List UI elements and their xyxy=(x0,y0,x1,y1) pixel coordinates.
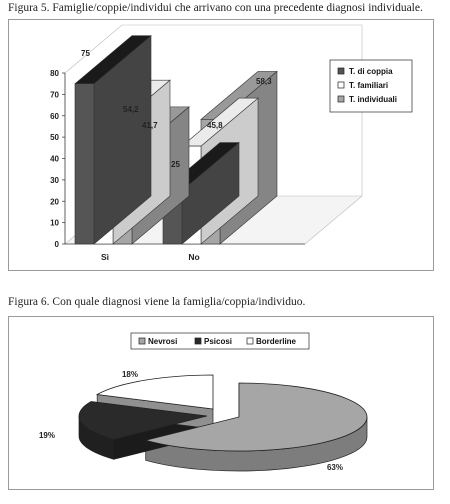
data-label: 25 xyxy=(171,160,180,169)
pie-value-label: 63% xyxy=(326,463,344,472)
data-label: 41,7 xyxy=(142,121,158,130)
legend-swatch xyxy=(338,82,344,88)
pie-value-label: 18% xyxy=(121,370,139,379)
data-label: 54,2 xyxy=(123,105,139,114)
figure-5-chart-frame xyxy=(8,19,434,271)
y-tick-label: 0 xyxy=(54,240,59,249)
y-tick-label: 30 xyxy=(50,175,59,185)
legend xyxy=(131,333,309,349)
legend-swatch xyxy=(195,338,201,344)
legend-label: T. di coppia xyxy=(349,67,393,76)
pie-value-label: 19% xyxy=(38,431,56,440)
legend-label: Nevrosi xyxy=(148,337,178,346)
y-tick-label: 50 xyxy=(50,133,59,143)
y-tick-label: 10 xyxy=(50,218,59,228)
legend-swatch xyxy=(247,338,253,344)
legend-label: Psicosi xyxy=(204,337,233,346)
y-tick-label: 20 xyxy=(50,197,59,207)
y-tick-label: 60 xyxy=(50,111,59,121)
bar-front xyxy=(75,84,94,244)
legend-swatch xyxy=(139,338,145,344)
legend-swatch xyxy=(338,68,344,74)
data-label: 58,3 xyxy=(256,77,272,86)
pie-chart xyxy=(9,317,433,489)
data-label: 45,8 xyxy=(207,121,223,130)
figure-6-caption: Figura 6. Con quale diagnosi viene la famiglia/coppia/individuo. xyxy=(8,296,306,308)
y-tick-label: 70 xyxy=(50,90,59,100)
legend-label: Borderline xyxy=(256,337,297,346)
x-category-label: Sì xyxy=(100,252,110,262)
figure-6-chart-frame xyxy=(8,316,434,490)
legend xyxy=(330,60,412,112)
legend-swatch xyxy=(338,96,344,102)
y-tick-label: 40 xyxy=(50,154,59,164)
x-category-label: No xyxy=(188,252,200,262)
legend-label: T. individuali xyxy=(349,95,398,104)
legend-label: T. familiari xyxy=(349,81,389,90)
y-tick-label: 80 xyxy=(50,69,59,78)
bar-chart xyxy=(9,20,433,270)
figure-5-caption: Figura 5. Famiglie/coppie/individui che arrivano con una precedente diagnosi individuale. xyxy=(8,2,423,14)
data-label: 75 xyxy=(81,49,90,58)
